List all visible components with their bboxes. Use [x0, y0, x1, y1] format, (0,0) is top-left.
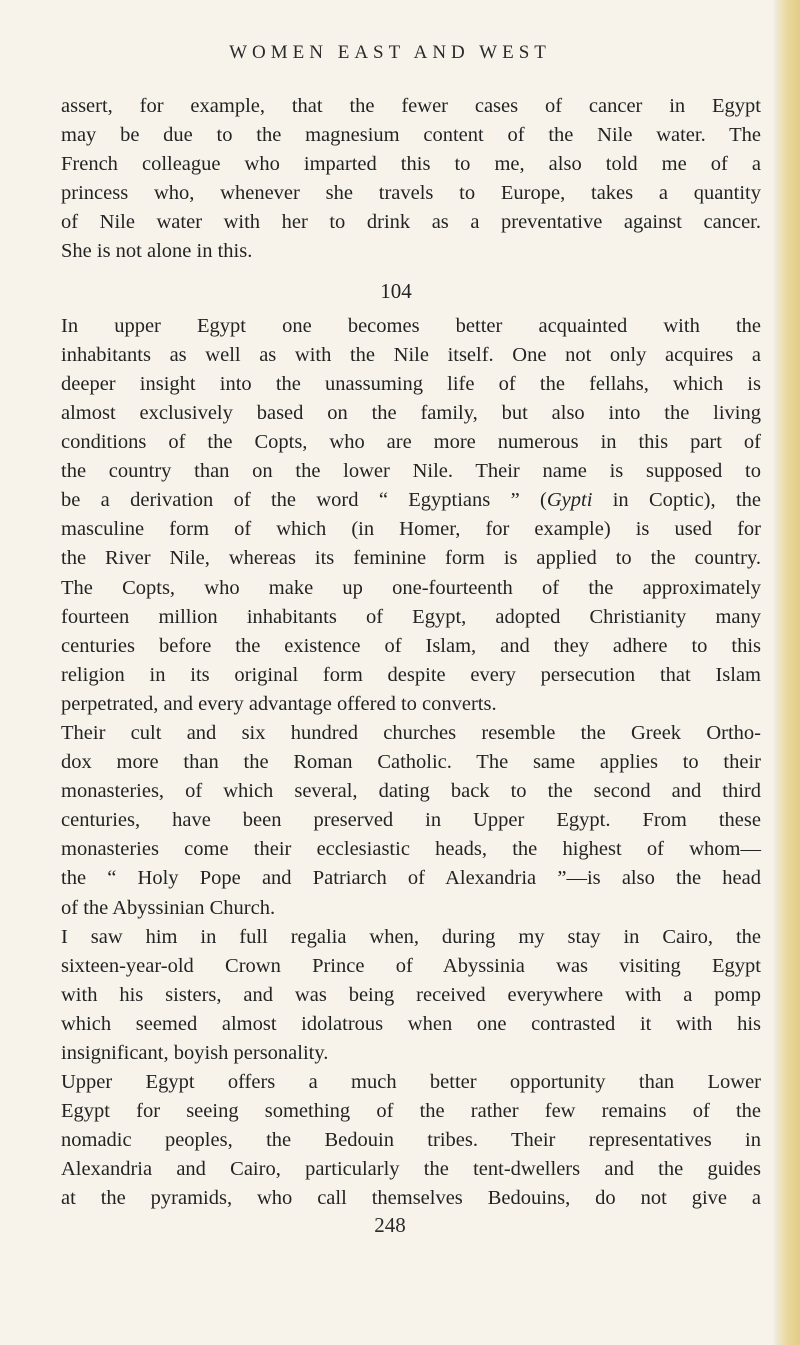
text-line: Upper Egypt offers a much better opportunity than Lower	[61, 1071, 761, 1094]
text-line: perpetrated, and every advantage offered to converts.	[61, 692, 497, 715]
running-head: WOMEN EAST AND WEST	[229, 42, 551, 63]
text-line: may be due to the magnesium content of the Nile water. The	[61, 124, 761, 147]
text-line: nomadic peoples, the Bedouin tribes. Their representatives in	[61, 1129, 761, 1152]
text-line: the River Nile, whereas its feminine form is applied to the country.	[61, 547, 761, 570]
text-line: which seemed almost idolatrous when one contrasted it with his	[61, 1012, 761, 1035]
text-line: princess who, whenever she travels to Europe, takes a quantity	[61, 182, 761, 205]
text-segment: in Coptic), the	[592, 489, 761, 512]
text-line: monasteries, of which several, dating back to the second and third	[61, 780, 761, 803]
paragraph	[61, 923, 761, 1068]
body-text	[61, 92, 761, 1214]
text-segment: be a derivation of the word “ Egyptians ” (	[61, 489, 547, 512]
page-number: 248	[374, 1213, 406, 1237]
text-line: the country than on the lower Nile. Their name is supposed to	[61, 460, 761, 483]
text-line: conditions of the Copts, who are more numerous in this part of	[61, 431, 761, 454]
text-line: monasteries come their ecclesiastic heads, the highest of whom—	[61, 838, 761, 861]
text-line: Egypt for seeing something of the rather few remains of the	[61, 1100, 761, 1123]
text-line: centuries before the existence of Islam, and they adhere to this	[61, 634, 761, 657]
text-line: French colleague who imparted this to me, also told me of a	[61, 153, 761, 176]
text-line: of Nile water with her to drink as a preventative against cancer.	[61, 211, 761, 234]
page-edge	[778, 0, 800, 1345]
text-line: assert, for example, that the fewer cases of cancer in Egypt	[61, 95, 761, 117]
paragraph	[61, 574, 761, 719]
text-line: almost exclusively based on the family, but also into the living	[61, 401, 761, 424]
text-line: inhabitants as well as with the Nile itself. One not only acquires a	[61, 343, 761, 366]
text-line: I saw him in full regalia when, during my stay in Cairo, the	[61, 925, 761, 948]
text-line: dox more than the Roman Catholic. The same applies to their	[61, 751, 761, 774]
text-line: with his sisters, and was being received everywhere with a pomp	[61, 983, 761, 1006]
text-line: She is not alone in this.	[61, 240, 253, 263]
text-line: Alexandria and Cairo, particularly the tent-dwellers and the guides	[61, 1158, 761, 1181]
text-line	[61, 486, 761, 515]
text-line: insignificant, boyish personality.	[61, 1042, 329, 1064]
paragraph	[61, 719, 761, 923]
text-line: The Copts, who make up one-fourteenth of the approximately	[61, 576, 761, 599]
paragraph	[61, 1068, 761, 1213]
italic-term: Gypti	[546, 489, 593, 512]
text-line: of the Abyssinian Church.	[61, 896, 276, 919]
text-line: In upper Egypt one becomes better acquainted with the	[61, 314, 761, 337]
paragraph	[61, 92, 761, 267]
text-line: the “ Holy Pope and Patriarch of Alexandria ”—is also the head	[61, 867, 761, 890]
text-line: sixteen-year-old Crown Prince of Abyssinia was visiting Egypt	[61, 954, 761, 977]
paragraph	[61, 312, 761, 574]
section-number: 104	[380, 278, 412, 303]
text-line: fourteen million inhabitants of Egypt, adopted Christianity many	[61, 605, 761, 628]
text-line: at the pyramids, who call themselves Bedouins, do not give a	[61, 1187, 761, 1210]
text-line: deeper insight into the unassuming life of the fellahs, which is	[61, 372, 761, 395]
text-line: Their cult and six hundred churches resemble the Greek Ortho-	[61, 721, 761, 744]
text-line: religion in its original form despite every persecution that Islam	[61, 663, 761, 686]
text-line: centuries, have been preserved in Upper Egypt. From these	[61, 809, 761, 832]
text-line: masculine form of which (in Homer, for example) is used for	[61, 518, 761, 541]
